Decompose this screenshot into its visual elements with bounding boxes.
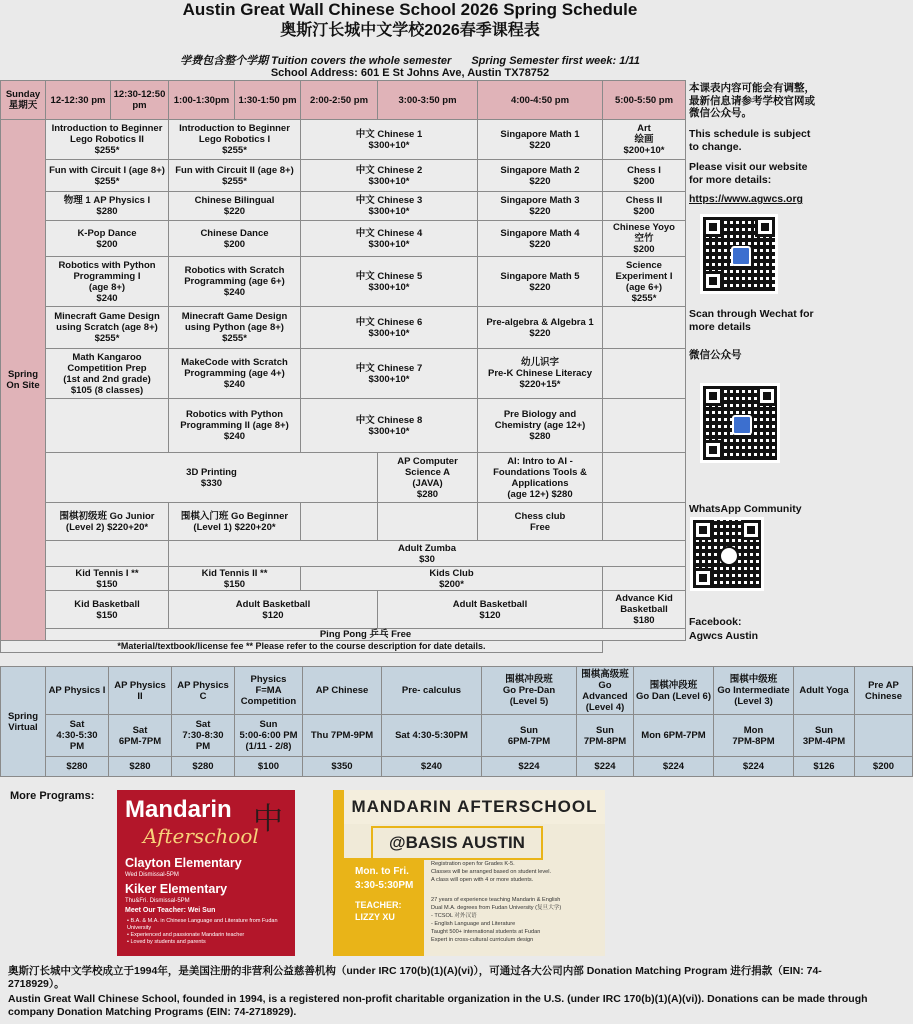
virtual-price-cell: $200: [855, 757, 913, 777]
virtual-price-row: [1, 757, 913, 777]
virtual-time-cell: Sun 7PM-8PM: [577, 715, 634, 757]
course-cell: Singapore Math 3 $220: [478, 192, 603, 221]
course-cell: [603, 399, 686, 453]
qr-finder-icon: [755, 217, 775, 237]
virtual-course-cell: 围棋冲段班 Go Pre-Dan (Level 5): [482, 667, 577, 715]
flyer2-bio-line: - TCSOL 对外汉语: [431, 913, 477, 919]
onsite-header-row: [1, 81, 686, 120]
header-cell: 5:00-5:50 pm: [603, 81, 686, 120]
wechat-qr-code: [700, 383, 780, 463]
flyer2-info-line: Classes will be arranged based on student level.: [431, 869, 552, 875]
course-cell: [301, 503, 378, 541]
wechat-scan-text: Scan through Wechat for more details: [689, 308, 814, 333]
qr-finder-icon: [757, 386, 777, 406]
qr-finder-icon: [693, 568, 713, 588]
qr-finder-icon: [703, 440, 723, 460]
flyer2-bio: [431, 896, 601, 944]
first-week-note: Spring Semester first week: 1/11: [471, 55, 640, 67]
course-cell: Kid Tennis I ** $150: [46, 567, 169, 591]
flyer2-time: 3:30-5:30PM: [355, 880, 414, 891]
course-cell: 围棋入门班 Go Beginner (Level 1) $220+20*: [169, 503, 301, 541]
course-cell: 中文 Chinese 5 $300+10*: [301, 257, 478, 307]
header-cell: 12-12:30 pm: [46, 81, 111, 120]
school-address: School Address: 601 E St Johns Ave, Austin TX78752: [270, 67, 550, 79]
header-cell: 2:00-2:50 pm: [301, 81, 378, 120]
schedule-notice-en: This schedule is subject to change.: [689, 128, 811, 153]
flyer2-bio-line: Taught 500+ international students at Fudan: [431, 929, 541, 935]
virtual-price-cell: $126: [794, 757, 855, 777]
more-programs-label: More Programs:: [10, 790, 95, 802]
header-cell: 1:00-1:30pm: [169, 81, 235, 120]
flyer1-bullet-text: Experienced and passionate Mandarin teacher: [130, 932, 245, 938]
qr-finder-icon: [703, 271, 723, 291]
course-cell: Adult Basketball $120: [169, 591, 378, 629]
qr-logo-icon: [731, 246, 751, 266]
header-cell: 4:00-4:50 pm: [478, 81, 603, 120]
course-cell: [603, 307, 686, 349]
virtual-time-cell: Sat 6PM-7PM: [109, 715, 172, 757]
course-cell: 幼儿识字 Pre-K Chinese Literacy $220+15*: [478, 349, 603, 399]
course-cell: Advance Kid Basketball $180: [603, 591, 686, 629]
course-cell: 中文 Chinese 6 $300+10*: [301, 307, 478, 349]
tuition-note: 学费包含整个学期 Tuition covers the whole semester: [180, 55, 452, 67]
website-link[interactable]: https://www.agwcs.org: [689, 193, 803, 205]
course-cell: 中文 Chinese 3 $300+10*: [301, 192, 478, 221]
course-cell: Robotics with Python Programming I (age 8+) $240: [46, 257, 169, 307]
qr-finder-icon: [741, 520, 761, 540]
course-cell: Chinese Bilingual $220: [169, 192, 301, 221]
footnote-cell: *Material/textbook/license fee ** Please refer to the course description for date details.: [1, 641, 603, 653]
qr-finder-icon: [703, 386, 723, 406]
header-cell: 3:00-3:50 pm: [378, 81, 478, 120]
header-cell: 1:30-1:50 pm: [235, 81, 301, 120]
virtual-course-cell: Adult Yoga: [794, 667, 855, 715]
virtual-price-cell: $224: [482, 757, 577, 777]
course-cell: Minecraft Game Design using Scratch (age 8+) $255*: [46, 307, 169, 349]
flyer2-days: Mon. to Fri.: [355, 866, 409, 877]
course-cell: 中文 Chinese 4 $300+10*: [301, 221, 478, 257]
course-cell: 围棋初级班 Go Junior (Level 2) $220+20*: [46, 503, 169, 541]
course-cell: [603, 503, 686, 541]
virtual-price-cell: $224: [634, 757, 714, 777]
virtual-price-cell: $224: [577, 757, 634, 777]
header-cell: 12:30-12:50 pm: [111, 81, 169, 120]
flyer1-bullet: • B.A. & M.A. in Chinese Language and Literature from Fudan University: [127, 918, 278, 931]
facebook-name: Agwcs Austin: [689, 630, 759, 642]
course-cell: Chess II $200: [603, 192, 686, 221]
flyer1-bullet-text: Loved by students and parents: [130, 939, 206, 945]
virtual-course-cell: Physics F=MA Competition: [235, 667, 303, 715]
course-cell: Chess I $200: [603, 160, 686, 192]
course-cell: Kid Tennis II ** $150: [169, 567, 301, 591]
virtual-schedule-table: [0, 666, 913, 777]
virtual-time-cell: Sun 5:00-6:00 PM (1/11 - 2/8): [235, 715, 303, 757]
whatsapp-qr-code: [690, 517, 764, 591]
course-cell: Fun with Circuit I (age 8+) $255*: [46, 160, 169, 192]
course-cell: [378, 503, 478, 541]
flyer1-script: Afterschool: [143, 824, 259, 848]
table-row: [1, 541, 686, 567]
virtual-course-row: [1, 667, 913, 715]
flyer2-info: [431, 860, 601, 884]
course-cell: Singapore Math 5 $220: [478, 257, 603, 307]
flyer2-title: MANDARIN AFTERSCHOOL: [344, 790, 605, 824]
course-cell: Pre Biology and Chemistry (age 12+) $280: [478, 399, 603, 453]
flyer1-teacher: Meet Our Teacher: Wei Sun: [125, 907, 216, 914]
course-cell: 中文 Chinese 1 $300+10*: [301, 120, 478, 160]
website-qr-code: [700, 214, 778, 294]
table-row: [1, 192, 686, 221]
flyer1-bullet: • Experienced and passionate Mandarin teacher: [127, 932, 245, 938]
schedule-notice-cn: 本课表内容可能会有调整，最新信息请参考学校官网或微信公众号。: [689, 82, 815, 119]
visit-website-text: Please visit our website for more details:: [689, 161, 808, 186]
course-cell: 中文 Chinese 8 $300+10*: [301, 399, 478, 453]
chinese-character-logo: 中: [253, 803, 283, 836]
course-cell: K-Pop Dance $200: [46, 221, 169, 257]
virtual-time-row: [1, 715, 913, 757]
footer-en: Austin Great Wall Chinese School, founded in 1994, is a registered non-profit charitable organization in the U.S. (under IRC 170(b)(1)(A)(vi)). Donations can be made through company Donation Matching Programs (EIN: 74-2718929).: [8, 993, 868, 1018]
flyer2-info-line: Registration open for Grades K-5.: [431, 861, 515, 867]
virtual-time-cell: Sat 7:30-8:30 PM: [172, 715, 235, 757]
table-row: [1, 160, 686, 192]
flyer2-subtitle: @BASIS AUSTIN: [371, 826, 543, 860]
table-row: [1, 629, 686, 641]
virtual-price-cell: $280: [172, 757, 235, 777]
virtual-course-cell: AP Physics C: [172, 667, 235, 715]
table-row: [1, 257, 686, 307]
course-cell: Singapore Math 2 $220: [478, 160, 603, 192]
virtual-course-cell: 围棋高级班 Go Advanced (Level 4): [577, 667, 634, 715]
virtual-course-cell: Pre- calculus: [382, 667, 482, 715]
virtual-time-cell: Sun 6PM-7PM: [482, 715, 577, 757]
course-cell: Singapore Math 4 $220: [478, 221, 603, 257]
course-cell: Science Experiment I (age 6+) $255*: [603, 257, 686, 307]
flyer2-teacher: LIZZY XU: [355, 912, 395, 922]
virtual-course-cell: AP Chinese: [303, 667, 382, 715]
flyer1-bullet: • Loved by students and parents: [127, 939, 206, 945]
footer-cn: 奥斯汀长城中文学校成立于1994年，是美国注册的非营利公益慈善机构（under IRC 170(b)(1)(A)(vi)），可通过各大公司内部 Donation Matching Program 进行捐款（EIN: 74-2718929）。: [8, 965, 822, 990]
course-cell: 物理 1 AP Physics I $280: [46, 192, 169, 221]
course-cell: Chinese Dance $200: [169, 221, 301, 257]
virtual-time-cell: Thu 7PM-9PM: [303, 715, 382, 757]
facebook-label: Facebook:: [689, 616, 742, 628]
table-row: [1, 503, 686, 541]
header-cell: Sunday 星期天: [1, 81, 46, 120]
flyer1-bullet-list: [127, 918, 287, 946]
course-cell: [603, 567, 686, 591]
course-cell: AP Computer Science A (JAVA) $280: [378, 453, 478, 503]
onsite-side-label: Spring On Site: [1, 120, 46, 641]
course-cell: AI: Intro to AI - Foundations Tools & Applications (age 12+) $280: [478, 453, 603, 503]
table-row: [1, 120, 686, 160]
flyer1-bullet-text: B.A. & M.A. in Chinese Language and Literature from Fudan University: [127, 918, 278, 931]
table-row: [1, 399, 686, 453]
course-cell: Singapore Math 1 $220: [478, 120, 603, 160]
course-cell: Kids Club $200*: [301, 567, 603, 591]
course-cell: Chess club Free: [478, 503, 603, 541]
table-row: [1, 641, 686, 653]
course-cell: Introduction to Beginner Lego Robotics I $255*: [169, 120, 301, 160]
virtual-time-cell: Sat 4:30-5:30 PM: [46, 715, 109, 757]
virtual-time-cell: Sat 4:30-5:30PM: [382, 715, 482, 757]
course-cell: 中文 Chinese 2 $300+10*: [301, 160, 478, 192]
flyer1-school1-time: Wed Dismissal-5PM: [125, 872, 179, 878]
flyer2-teacher-label: TEACHER:: [355, 900, 402, 910]
onsite-schedule-table: [0, 80, 686, 653]
flyer1-school1: Clayton Elementary: [125, 856, 242, 870]
course-cell: Pre-algebra & Algebra 1 $220: [478, 307, 603, 349]
table-row: [1, 349, 686, 399]
table-row: [1, 221, 686, 257]
course-cell: [603, 349, 686, 399]
virtual-course-cell: 围棋冲段班 Go Dan (Level 6): [634, 667, 714, 715]
course-cell: Adult Zumba $30: [169, 541, 686, 567]
virtual-time-cell: [855, 715, 913, 757]
ping-pong-cell: Ping Pong 乒乓 Free: [46, 629, 686, 641]
virtual-side-label: Spring Virtual: [1, 667, 46, 777]
course-cell: Chinese Yoyo 空竹 $200: [603, 221, 686, 257]
course-cell: Robotics with Scratch Programming (age 6+) $240: [169, 257, 301, 307]
virtual-time-cell: Mon 6PM-7PM: [634, 715, 714, 757]
course-cell: [46, 399, 169, 453]
virtual-course-cell: 围棋中级班 Go Intermediate (Level 3): [714, 667, 794, 715]
wechat-label: 微信公众号: [689, 349, 742, 361]
virtual-price-cell: $100: [235, 757, 303, 777]
whatsapp-icon: [719, 546, 739, 566]
flyer1-title: Mandarin: [125, 796, 232, 823]
virtual-course-cell: Pre AP Chinese: [855, 667, 913, 715]
flyer2-accent-bar: [333, 790, 344, 956]
course-cell: 3D Printing $330: [46, 453, 378, 503]
virtual-course-cell: AP Physics I: [46, 667, 109, 715]
qr-finder-icon: [693, 520, 713, 540]
course-cell: [603, 453, 686, 503]
course-cell: MakeCode with Scratch Programming (age 4+) $240: [169, 349, 301, 399]
course-cell: Kid Basketball $150: [46, 591, 169, 629]
course-cell: Minecraft Game Design using Python (age 8+) $255*: [169, 307, 301, 349]
flyer2-bio-line: - English Language and Literature: [431, 921, 516, 927]
virtual-price-cell: $240: [382, 757, 482, 777]
virtual-price-cell: $280: [109, 757, 172, 777]
whatsapp-label: WhatsApp Community: [689, 503, 802, 515]
table-row: [1, 453, 686, 503]
virtual-price-cell: $350: [303, 757, 382, 777]
course-cell: Math Kangaroo Competition Prep (1st and 2nd grade) $105 (8 classes): [46, 349, 169, 399]
flyer2-bio-line: Dual M.A. degrees from Fudan University (复旦大学): [431, 905, 562, 911]
table-row: [1, 591, 686, 629]
qr-logo-icon: [732, 415, 752, 435]
course-cell: 中文 Chinese 7 $300+10*: [301, 349, 478, 399]
course-cell: Robotics with Python Programming II (age 8+) $240: [169, 399, 301, 453]
basis-austin-flyer: [333, 790, 605, 956]
page-title: Austin Great Wall Chinese School 2026 Spring Schedule: [182, 0, 638, 19]
course-cell: Fun with Circuit II (age 8+) $255*: [169, 160, 301, 192]
flyer1-school2-time: Thu&Fri. Dismissal-5PM: [125, 898, 190, 904]
table-row: [1, 567, 686, 591]
flyer2-info-line: A class will open with 4 or more students.: [431, 877, 534, 883]
virtual-price-cell: $224: [714, 757, 794, 777]
course-cell: Introduction to Beginner Lego Robotics II $255*: [46, 120, 169, 160]
flyer1-school2: Kiker Elementary: [125, 882, 228, 896]
tuition-note-line: [0, 52, 820, 68]
course-cell: [46, 541, 169, 567]
page-title-chinese: 奥斯汀长城中文学校2026春季课程表: [280, 22, 540, 39]
table-row: [1, 307, 686, 349]
course-cell: Art 绘画 $200+10*: [603, 120, 686, 160]
course-cell: Adult Basketball $120: [378, 591, 603, 629]
flyer2-bio-line: 27 years of experience teaching Mandarin & English: [431, 897, 561, 903]
flyer2-bio-line: Expert in cross-cultural curriculum design: [431, 937, 534, 943]
virtual-price-cell: $280: [46, 757, 109, 777]
virtual-course-cell: AP Physics II: [109, 667, 172, 715]
clayton-kiker-flyer: [117, 790, 295, 956]
virtual-time-cell: Sun 3PM-4PM: [794, 715, 855, 757]
qr-finder-icon: [703, 217, 723, 237]
virtual-time-cell: Mon 7PM-8PM: [714, 715, 794, 757]
